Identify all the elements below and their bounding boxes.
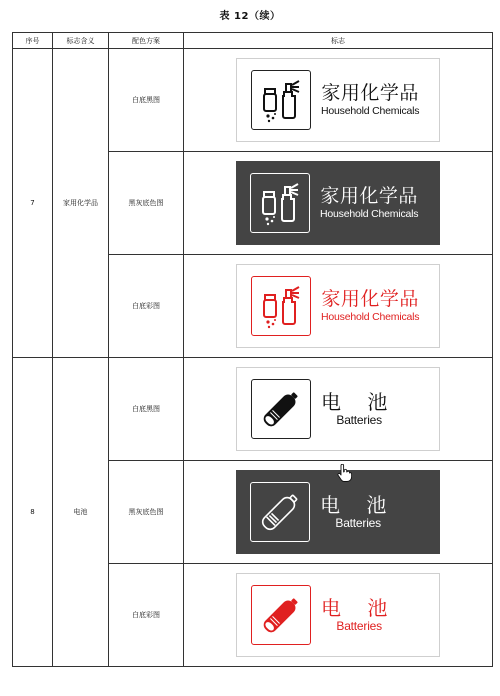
sign-cell bbox=[184, 255, 493, 358]
header-no: 序号 bbox=[13, 33, 53, 49]
sign-battery-red bbox=[236, 573, 440, 657]
battery-icon-svg bbox=[255, 383, 307, 435]
sign-title-en: Batteries bbox=[336, 619, 382, 633]
household-chemicals-icon-svg bbox=[255, 280, 307, 332]
table-caption: 表 12（续） bbox=[219, 11, 281, 22]
table-row bbox=[13, 49, 493, 152]
sign-title-en: Household Chemicals bbox=[321, 105, 420, 117]
row-scheme: 白底黑图 bbox=[109, 358, 184, 461]
battery-icon-svg bbox=[255, 589, 307, 641]
row-number: 7 bbox=[13, 49, 53, 358]
row-scheme: 白底彩图 bbox=[109, 564, 184, 667]
sign-cell bbox=[184, 49, 493, 152]
sign-title-cn: 家用化学品 bbox=[321, 288, 419, 310]
sign-chemicals-black bbox=[236, 58, 440, 142]
table-row bbox=[13, 358, 493, 461]
row-scheme: 白底彩图 bbox=[109, 255, 184, 358]
sign-chemicals-dark bbox=[236, 161, 440, 245]
sign-title-en: Batteries bbox=[336, 413, 382, 427]
header-meaning: 标志含义 bbox=[53, 33, 109, 49]
sign-title-en: Batteries bbox=[335, 516, 381, 530]
sign-cell bbox=[184, 152, 493, 255]
household-chemicals-icon-svg bbox=[255, 74, 307, 126]
row-scheme: 黑灰底色图 bbox=[109, 461, 184, 564]
sign-table bbox=[12, 32, 493, 667]
row-scheme: 黑灰底色图 bbox=[109, 152, 184, 255]
sign-cell bbox=[184, 358, 493, 461]
sign-title-cn: 电 池 bbox=[320, 493, 397, 517]
sign-title-en: Household Chemicals bbox=[320, 208, 419, 220]
sign-battery-black bbox=[236, 367, 440, 451]
sign-title-cn: 家用化学品 bbox=[320, 185, 418, 207]
row-meaning: 电池 bbox=[53, 358, 109, 667]
battery-icon bbox=[250, 482, 310, 542]
household-chemicals-icon bbox=[251, 70, 311, 130]
household-chemicals-icon bbox=[251, 276, 311, 336]
row-scheme: 白底黑图 bbox=[109, 49, 184, 152]
sign-battery-dark bbox=[236, 470, 440, 554]
sign-title-en: Household Chemicals bbox=[321, 311, 420, 323]
household-chemicals-icon bbox=[250, 173, 310, 233]
battery-icon bbox=[251, 585, 311, 645]
row-number: 8 bbox=[13, 358, 53, 667]
sign-title-cn: 电 池 bbox=[321, 596, 398, 620]
row-meaning: 家用化学品 bbox=[53, 49, 109, 358]
sign-title-cn: 家用化学品 bbox=[321, 82, 419, 104]
battery-icon bbox=[251, 379, 311, 439]
household-chemicals-icon-svg bbox=[254, 177, 306, 229]
hand-pointer-icon bbox=[336, 464, 352, 482]
sign-cell bbox=[184, 564, 493, 667]
header-sign: 标志 bbox=[184, 33, 493, 49]
sign-chemicals-red bbox=[236, 264, 440, 348]
table-header-row bbox=[13, 33, 493, 49]
battery-icon-svg bbox=[254, 486, 306, 538]
sign-title-cn: 电 池 bbox=[321, 390, 398, 414]
header-scheme: 配色方案 bbox=[109, 33, 184, 49]
